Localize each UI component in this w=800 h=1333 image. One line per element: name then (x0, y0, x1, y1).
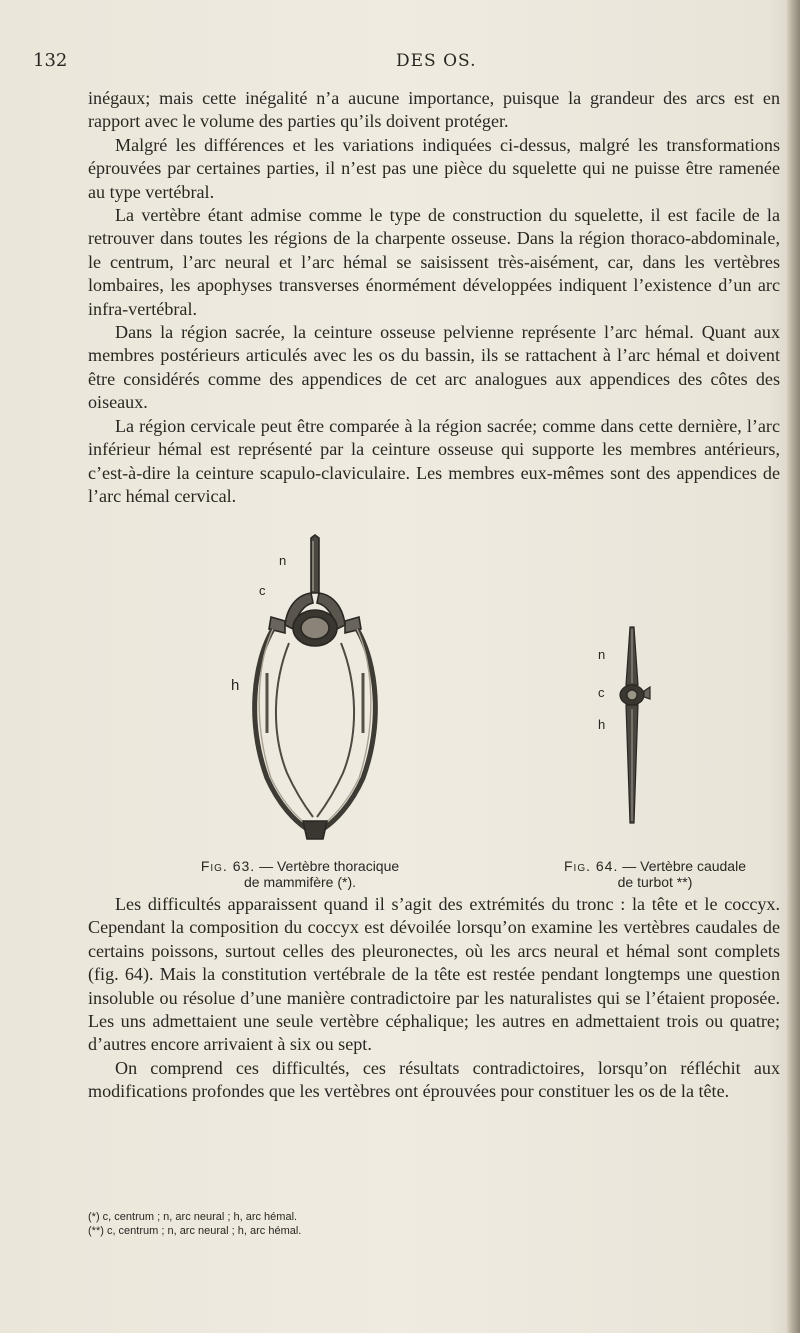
footnote: (**) c, centrum ; n, arc neural ; h, arc hémal. (88, 1225, 302, 1237)
footnotes (88, 1210, 688, 1238)
fig-63-subtitle: de mammifère (*). (243, 874, 357, 890)
label-h: h (598, 717, 606, 732)
thoracic-vertebra-illustration (245, 533, 385, 843)
paragraph: La région cervicale peut être comparée à la région sacrée; comme dans cette dernière, l’arc inférieur hémal est représenté par la ceinture osseuse qui supporte les membres antérieurs, c’est-à-dire la ceinture scapulo-claviculaire. Les membres eux-mêmes sont des appendices de l’arc hémal cervical. (88, 415, 780, 506)
figure-63 (231, 533, 385, 843)
footnote: (*) c, centrum ; n, arc neural ; h, arc hémal. (88, 1211, 298, 1223)
book-page-edge (786, 0, 800, 1333)
figure-64-caption (555, 858, 755, 890)
figure-63-caption (180, 858, 420, 890)
fig-63-number: Fig. 63. (200, 858, 256, 874)
fig-64-number: Fig. 64. (564, 858, 619, 874)
label-n: n (279, 553, 287, 568)
body-text-top (88, 87, 780, 508)
label-h: h (231, 677, 240, 694)
label-c: c (259, 583, 266, 598)
running-title: DES OS. (396, 51, 477, 71)
paragraph: On comprend ces difficultés, ces résultats contradictoires, lorsqu’on réfléchit aux modifications profondes que les vertèbres ont éprouvées pour constituer les os de la tête. (88, 1057, 780, 1102)
paragraph: Malgré les différences et les variations indiquées ci-dessus, malgré les transformations éprouvées par certaines parties, il n’est pas une pièce du squelette qui ne puisse être ramenée au type vertébral. (88, 134, 780, 202)
caudal-vertebra-illustration (612, 625, 652, 825)
figure-64 (598, 625, 652, 825)
fig-63-title: — Vertèbre thoracique (255, 858, 400, 874)
paragraph: inégaux; mais cette inégalité n’a aucune importance, puisque la grandeur des arcs est en rapport avec le volume des parties qu’ils doivent protéger. (88, 88, 780, 132)
fig-64-title: — Vertèbre caudale (618, 858, 746, 874)
page-number: 132 (33, 50, 68, 71)
paragraph: La vertèbre étant admise comme le type de construction du squelette, il est facile de la retrouver dans toutes les régions de la charpente osseuse. Dans la région thoraco-abdominale, le centrum, l’arc neural et l’arc hémal se saisissent très-aisément, car, dans les vertèbres lombaires, les apophyses transverses énormément développées indiquent l’existence d’un arc infra-vertébral. (88, 205, 780, 319)
page-header (0, 50, 800, 74)
body-text-bottom (88, 893, 780, 1104)
paragraph: Les difficultés apparaissent quand il s’agit des extrémités du tronc : la tête et le coccyx. Cependant la composition du coccyx est dévoilée lorsqu’on examine les vertèbres caudales de certains poissons, surtout celles des pleuronectes, où les arcs neural et hémal sont complets (fig. 64). Mais la constitution vertébrale de la tête est restée pendant longtemps une question insoluble ou résolue d’une manière contradictoire par les naturalistes qui se l’étaient proposée. Les uns admettaient une seule vertèbre céphalique; les autres en admettaient trois ou quatre; d’autres encore arrivaient à six ou sept. (88, 894, 780, 1055)
label-c: c (598, 685, 605, 700)
fig-64-subtitle: de turbot **) (617, 874, 693, 890)
label-n: n (598, 647, 606, 662)
paragraph: Dans la région sacrée, la ceinture osseuse pelvienne représente l’arc hémal. Quant aux membres postérieurs articulés avec les os du bassin, ils se rattachent à l’arc hémal et doivent être considérés comme des appendices de cet arc analogues aux appendices des côtes des oiseaux. (88, 322, 780, 413)
